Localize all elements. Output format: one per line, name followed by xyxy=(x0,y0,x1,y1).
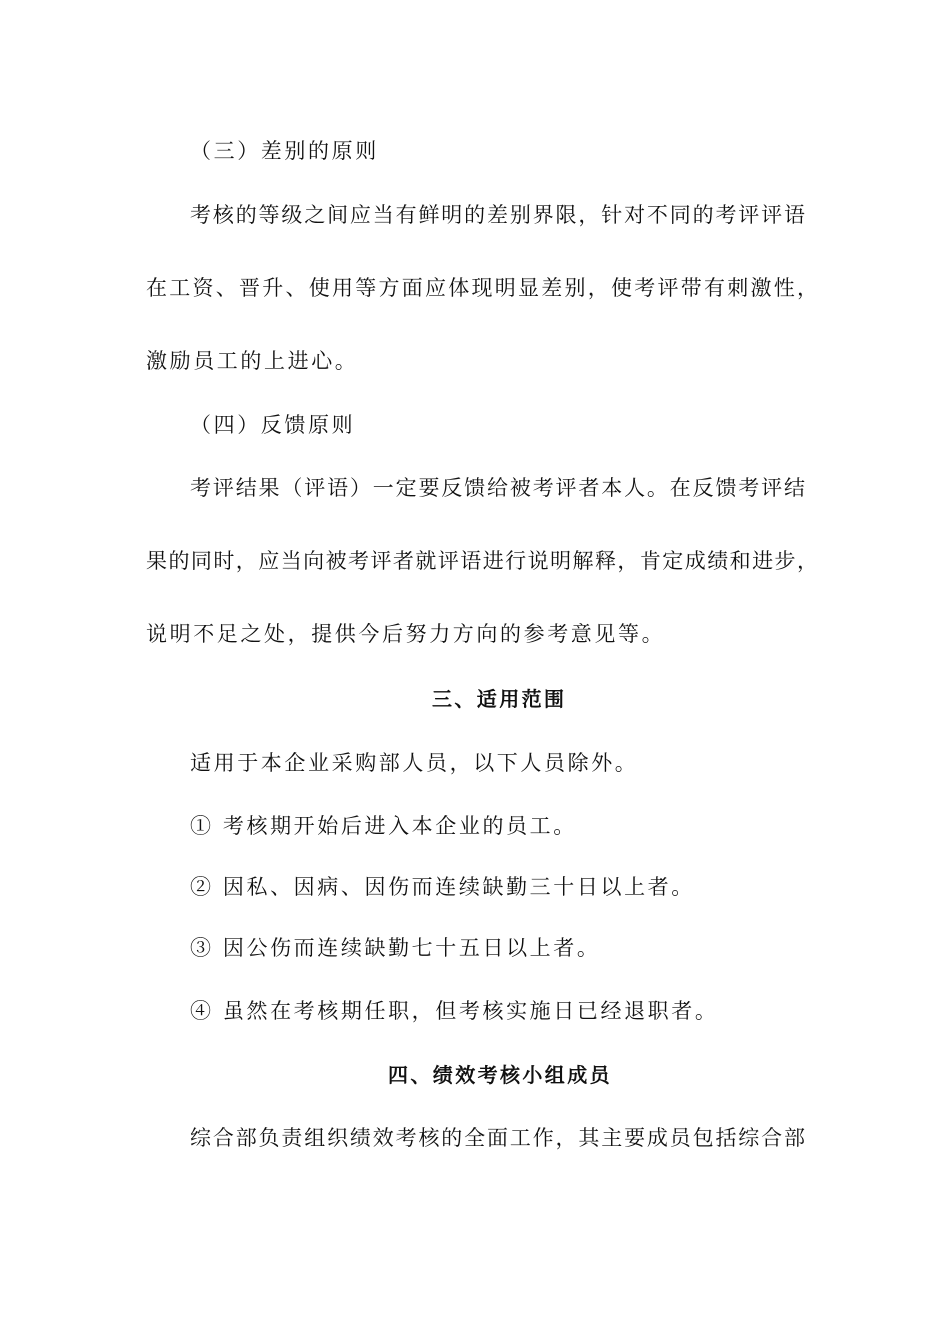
list-item: ③ 因公伤而连续缺勤七十五日以上者。 xyxy=(190,936,601,960)
subsection-title: （三）差别的原则 xyxy=(190,139,379,163)
paragraph-line: 激励员工的上进心。 xyxy=(146,349,359,373)
paragraph-line: 综合部负责组织绩效考核的全面工作，其主要成员包括综合部 xyxy=(190,1126,805,1150)
subsection-title: （四）反馈原则 xyxy=(190,413,356,437)
section-heading: 四、绩效考核小组成员 xyxy=(388,1063,612,1087)
paragraph-line: 说明不足之处，提供今后努力方向的参考意见等。 xyxy=(146,622,666,646)
section-heading: 三、适用范围 xyxy=(432,687,567,711)
list-item: ② 因私、因病、因伤而连续缺勤三十日以上者。 xyxy=(190,875,695,899)
paragraph-line: 适用于本企业采购部人员，以下人员除外。 xyxy=(190,751,639,775)
paragraph-line: 在工资、晋升、使用等方面应体现明显差别，使考评带有刺激性， xyxy=(146,276,818,300)
list-item: ④ 虽然在考核期任职，但考核实施日已经退职者。 xyxy=(190,999,719,1023)
paragraph-line: 考核的等级之间应当有鲜明的差别界限，针对不同的考评评语 xyxy=(190,203,805,227)
paragraph-line: 果的同时，应当向被考评者就评语进行说明解释，肯定成绩和进步， xyxy=(146,549,818,573)
list-item: ① 考核期开始后进入本企业的员工。 xyxy=(190,814,577,838)
paragraph-line: 考评结果（评语）一定要反馈给被考评者本人。在反馈考评结 xyxy=(190,476,805,500)
